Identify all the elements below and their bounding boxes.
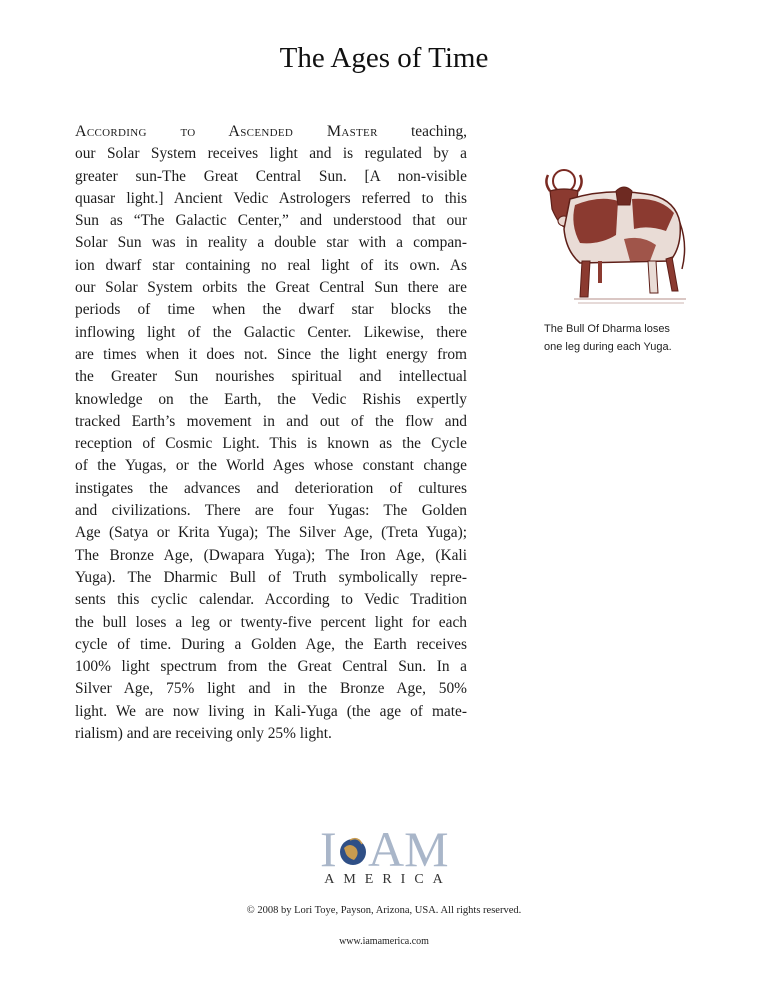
article-line: greater sun-The Great Central Sun. [A non-visible xyxy=(75,167,467,185)
page-title: The Ages of Time xyxy=(279,42,489,74)
article-line: rialism) and are receiving only 25% light. xyxy=(75,725,332,743)
article-line: our Solar System orbits the Great Central Sun there are xyxy=(75,279,467,297)
website-url[interactable]: www.iamamerica.com xyxy=(339,936,429,947)
article-line: cycle of time. During a Golden Age, the Earth receives xyxy=(75,635,467,653)
article-line: tracked Earth’s movement in and out of the flow and xyxy=(75,412,467,430)
article-line: of the Yugas, or the World Ages whose constant change xyxy=(75,457,467,475)
bull-of-dharma-illustration xyxy=(520,165,690,305)
article-line: ion dwarf star containing no real light of its own. As xyxy=(75,256,467,274)
article-line: 100% light spectrum from the Great Central Sun. In a xyxy=(75,658,467,676)
article-line: the Greater Sun nourishes spiritual and intellectual xyxy=(75,368,467,386)
article-line: light. We are now living in Kali-Yuga (the age of mate- xyxy=(75,702,467,720)
article-line: Age (Satya or Krita Yuga); The Silver Age, (Treta Yuga); xyxy=(75,524,467,542)
article-line: periods of time when the dwarf star blocks the xyxy=(75,301,467,319)
article-line: and civilizations. There are four Yugas: The Golden xyxy=(75,502,467,520)
logo-wordmark: AMERICA xyxy=(324,872,452,887)
article-line: are times when it does not. Since the light energy from xyxy=(75,345,467,363)
copyright-notice: © 2008 by Lori Toye, Payson, Arizona, USA. All rights reserved. xyxy=(246,905,522,916)
svg-text:AM: AM xyxy=(368,822,449,872)
article-line: reception of Cosmic Light. This is known as the Cycle xyxy=(75,435,467,453)
logo-mark xyxy=(320,822,456,872)
figure-caption xyxy=(544,320,714,356)
article-line: Sun as “The Galactic Center,” and understood that our xyxy=(75,212,467,230)
article-line: Solar Sun was in reality a double star with a compan- xyxy=(75,234,467,252)
svg-text:I: I xyxy=(320,822,337,872)
article-line: knowledge on the Earth, the Vedic Rishis expertly xyxy=(75,390,467,408)
article-body xyxy=(75,121,467,745)
article-line: Yuga). The Dharmic Bull of Truth symbolically repre- xyxy=(75,568,467,586)
article-line: Silver Age, 75% light and in the Bronze Age, 50% xyxy=(75,680,467,698)
article-line: our Solar System receives light and is regulated by a xyxy=(75,145,467,163)
caption-line: The Bull Of Dharma loses xyxy=(544,323,670,335)
article-line: According to Ascended Master teaching, xyxy=(75,123,468,140)
article-line: instigates the advances and deterioration of cultures xyxy=(75,479,467,497)
article-line: The Bronze Age, (Dwapara Yuga); The Iron Age, (Kali xyxy=(75,546,467,564)
article-line: quasar light.] Ancient Vedic Astrologers referred to this xyxy=(75,189,467,207)
article-line: the bull loses a leg or twenty-five percent light for each xyxy=(75,613,467,631)
caption-line: one leg during each Yuga. xyxy=(544,341,672,353)
article-line: inflowing light of the Galactic Center. Likewise, there xyxy=(75,323,467,341)
i-am-america-logo xyxy=(320,822,456,892)
article-line: sents this cyclic calendar. According to Vedic Tradition xyxy=(75,591,467,609)
lead-in: According to Ascended Master xyxy=(75,123,378,140)
